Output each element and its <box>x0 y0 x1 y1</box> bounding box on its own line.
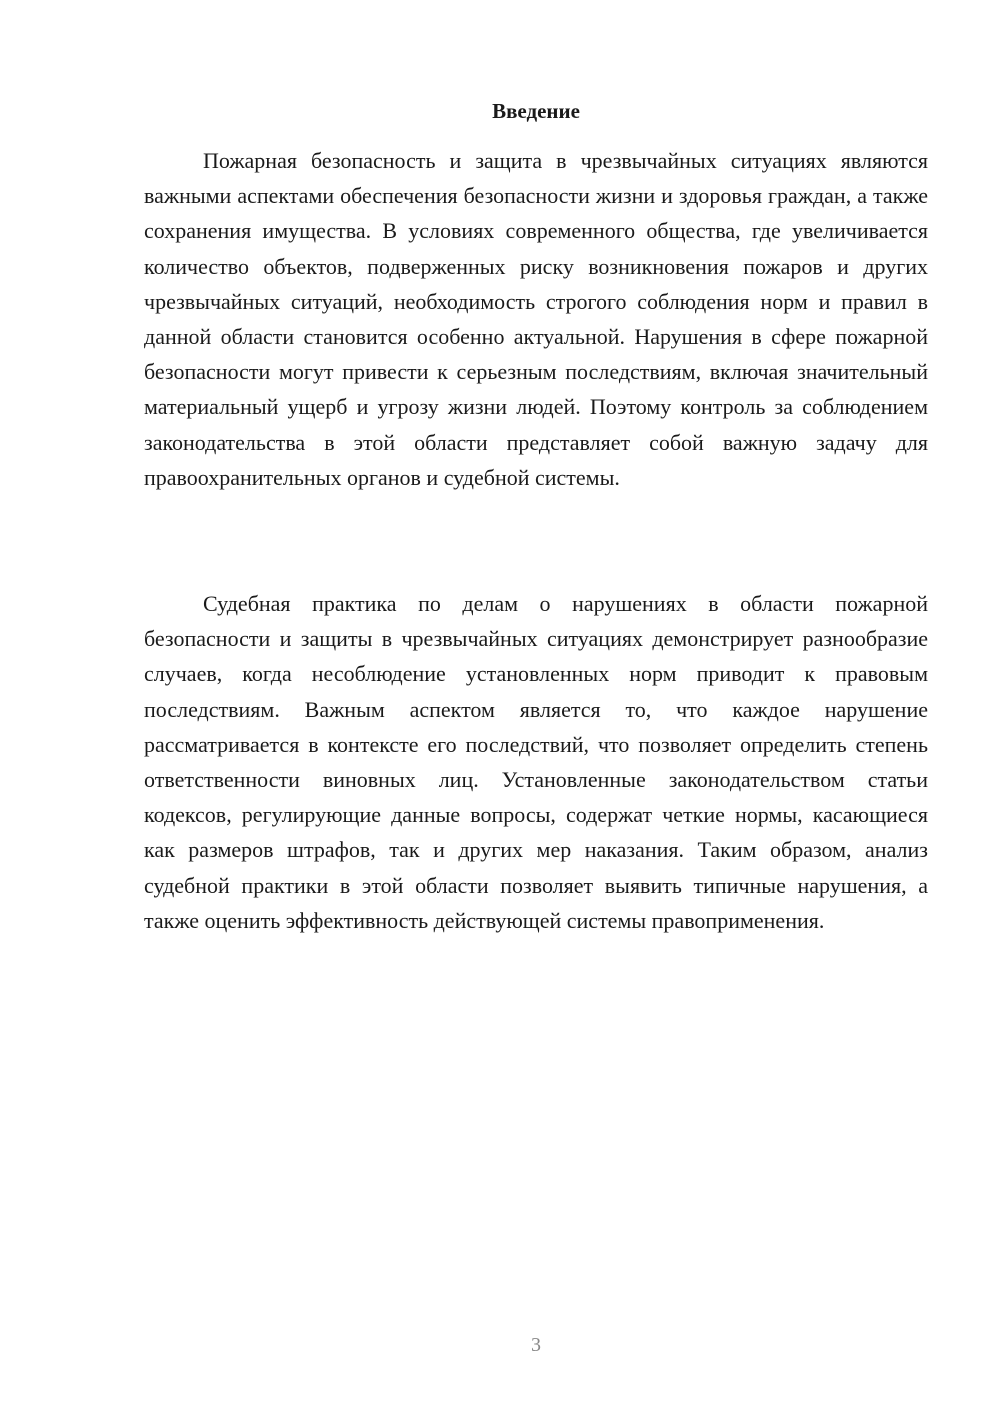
section-heading: Введение <box>492 99 580 123</box>
paragraph-1: Пожарная безопасность и защита в чрезвычайных ситуациях являются важными аспектами обеспечения безопасности жизни и здоровья граждан, а также сохранения имущества. В условиях современного общества, где увеличивается количество объектов, подверженных риску возникновения пожаров и других чрезвычайных ситуаций, необходимость строгого соблюдения норм и правил в данной области становится особенно актуальной. Нарушения в сфере пожарной безопасности могут привести к серьезным последствиям, включая значительный материальный ущерб и угрозу жизни людей. Поэтому контроль за соблюдением законодательства в этой области представляет собой важную задачу для правоохранительных органов и судебной системы. <box>144 148 928 490</box>
page-number: 3 <box>531 1334 541 1356</box>
paragraph-2: Судебная практика по делам о нарушениях в области пожарной безопасности и защиты в чрезвычайных ситуациях демонстрирует разнообразие случаев, когда несоблюдение установленных норм приводит к правовым последствиям. Важным аспектом является то, что каждое нарушение рассматривается в контексте его последствий, что позволяет определить степень ответственности виновных лиц. Установленные законодательством статьи кодексов, регулирующие данные вопросы, содержат четкие нормы, касающиеся как размеров штрафов, так и других мер наказания. Таким образом, анализ судебной практики в этой области позволяет выявить типичные нарушения, а также оценить эффективность действующей системы правоприменения. <box>144 591 928 933</box>
